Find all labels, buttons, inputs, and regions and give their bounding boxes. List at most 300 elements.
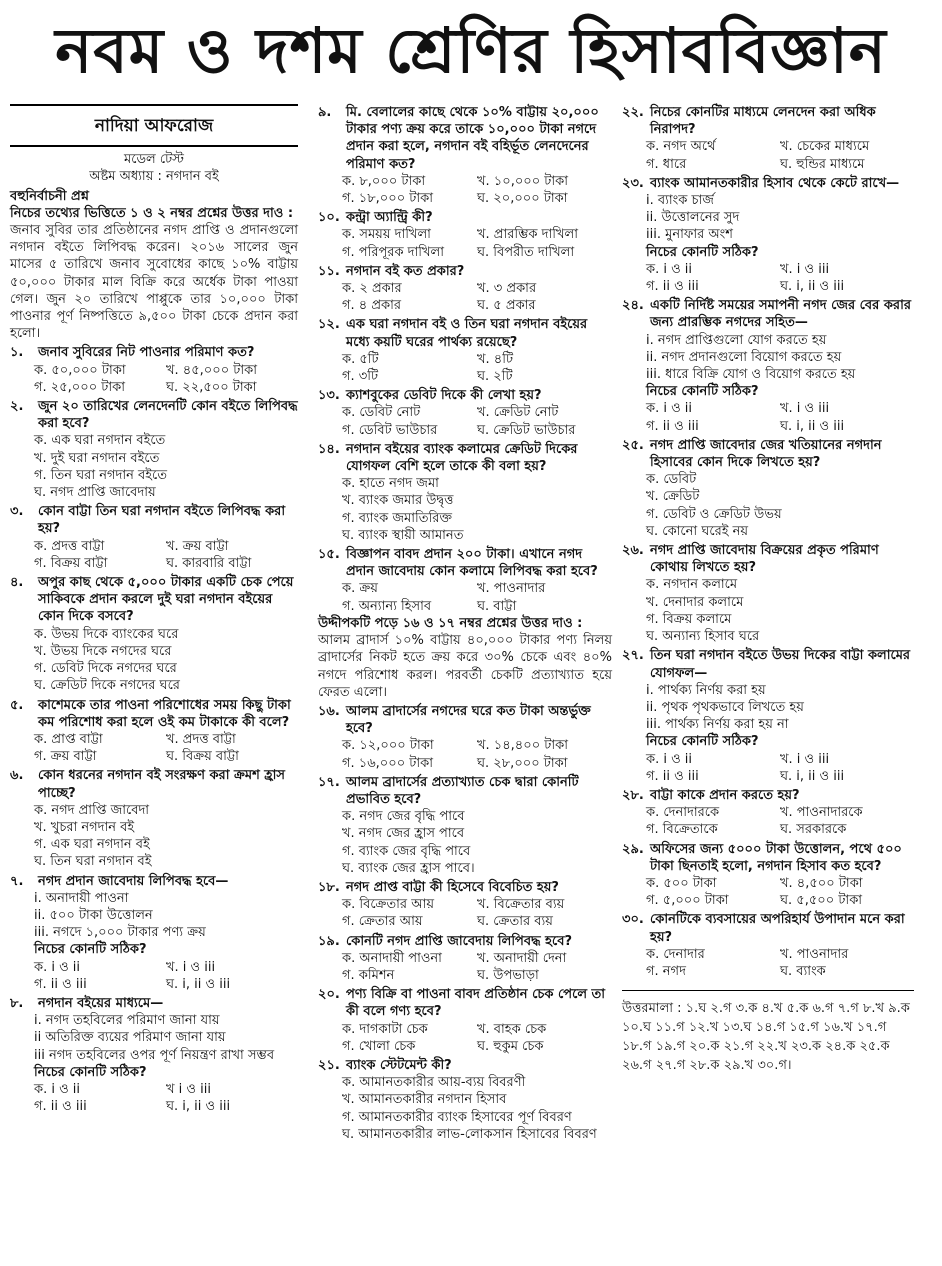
options [318, 173, 612, 207]
option: ক. নগদ জের বৃদ্ধি পাবে [342, 809, 465, 825]
option: গ. ৫,০০০ টাকা [646, 893, 729, 909]
option: খ. অনাদায়ী দেনা [477, 950, 567, 966]
statement-list [622, 332, 914, 384]
option: ক. এক ঘরা নগদান বইতে [34, 433, 166, 449]
question-number: ৯. [318, 105, 332, 120]
question-stem [318, 774, 612, 808]
option-row [646, 138, 914, 155]
question-stem [622, 841, 914, 875]
question-stem [318, 933, 612, 950]
page-title: নবম ও দশম শ্রেণির হিসাববিজ্ঞান [55, 14, 887, 87]
option: গ. ii ও iii [646, 418, 699, 434]
option: ঘ. i, ii ও iii [780, 768, 845, 784]
question-item [10, 873, 298, 993]
question-item [622, 175, 914, 295]
question-stem [318, 1057, 612, 1074]
options [10, 362, 298, 396]
option: ক. নগদান কলামে [646, 577, 738, 593]
statement-list [622, 682, 914, 734]
option: গ. বিক্রেতাকে [646, 822, 718, 838]
question-stem [318, 316, 612, 350]
option: ঘ. ক্রেডিট ভাউচার [477, 422, 576, 438]
options [622, 576, 914, 645]
option: গ. ব্যাংক জমাতিরিক্ত [342, 510, 452, 526]
options [10, 538, 298, 572]
question-prompt: নিচের কোনটি সঠিক? [646, 244, 759, 260]
option: খ. দুই ঘরা নগদান বইতে [34, 450, 160, 466]
option: গ. ১৬,০০০ টাকা [342, 755, 434, 771]
option: খ. ৪টি [477, 351, 514, 367]
options [10, 959, 298, 993]
statement: ii. ৫০০ টাকা উত্তোলন [34, 907, 153, 923]
option: গ. অন্যান্য হিসাব [342, 598, 432, 614]
option: খ. ব্যাংক জমার উদ্বৃত্ত [342, 493, 454, 509]
question-item [318, 986, 612, 1055]
options [622, 751, 914, 785]
column-3 [622, 102, 914, 1075]
options [622, 946, 914, 980]
option-row [342, 190, 612, 207]
option: ক. নগদ প্রাপ্তি জাবেদা [34, 802, 150, 818]
option: ঘ. বাট্টা [477, 598, 517, 614]
statement: ii. পৃথক পৃথকভাবে লিখতে হয় [646, 699, 804, 715]
option-row [342, 967, 612, 984]
option: গ. খোলা চেক [342, 1038, 416, 1054]
question-stem [10, 995, 298, 1012]
statement: iii. পার্থক্য নির্ণয় করা হয় না [646, 717, 789, 733]
statement: ii. উত্তোলনের সুদ [646, 210, 740, 226]
option-row [342, 351, 612, 368]
option: খ. প্রদত্ত বাট্টা [166, 731, 236, 747]
statement-list [10, 1012, 298, 1064]
option: ক. ১২,০০০ টাকা [342, 738, 434, 754]
test-title: মডেল টেস্ট [124, 152, 184, 168]
question-stem [10, 767, 298, 801]
section-heading: বহুনির্বাচনী প্রশ্ন [10, 188, 89, 204]
option: ক. হাতে নগদ জমা [342, 476, 439, 492]
question-stem [318, 546, 612, 580]
statement: i. নগদ তহবিলের পরিমাণ জানা যায় [34, 1013, 220, 1029]
question-number: ১৮. [318, 879, 340, 895]
option: ক. ২ প্রকার [342, 281, 402, 297]
question-stem [622, 647, 914, 681]
question-prompt: নিচের কোনটি সঠিক? [34, 1064, 147, 1080]
question-text: নগদ প্রাপ্তি জাবেদার জের খতিয়ানের নগদান হিসাবের কোন দিকে লিখতে হয়? [650, 437, 882, 471]
option-row [342, 1038, 612, 1055]
option-row [646, 261, 914, 278]
question-number: ৮. [10, 995, 24, 1011]
question-stem [622, 787, 914, 804]
option: ঘ. ব্যাংক স্থায়ী আমানত [342, 527, 464, 543]
question-number: ৩০. [622, 912, 644, 928]
option-row [646, 418, 914, 435]
options [10, 1081, 298, 1115]
options [10, 802, 298, 871]
option: গ. ব্যাংক জের বৃদ্ধি পাবে [342, 843, 471, 859]
option: ক. দেনাদার [646, 946, 705, 962]
options [318, 1021, 612, 1055]
stimulus-intro: উদ্দীপকটি পড়ে ১৬ ও ১৭ নম্বর প্রশ্নের উত্তর দাও : [318, 615, 583, 631]
question-item [318, 316, 612, 385]
option: ঘ. ২৮,০০০ টাকা [477, 755, 568, 771]
option: ঘ. সরকারকে [780, 822, 847, 838]
question-text: কোন বাট্টা তিন ঘরা নগদান বইতে লিপিবদ্ধ করা হয়? [38, 504, 286, 537]
option-row [342, 598, 612, 615]
option: গ. বিক্রয় বাট্টা [34, 555, 108, 571]
option: ঘ. ৫,৫০০ টাকা [780, 893, 863, 909]
option: গ. পরিপূরক দাখিলা [342, 244, 444, 260]
option: গ. আমানতকারীর ব্যাংক হিসাবের পূর্ণ বিবরণ [342, 1109, 572, 1125]
option: খ. বিক্রেতার ব্যয় [477, 897, 565, 913]
question-stem [622, 104, 914, 138]
question-number: ৬. [10, 768, 24, 784]
question-number: ৩. [10, 504, 24, 520]
option: ঘ. ব্যাংক জের হ্রাস পাবে। [342, 860, 475, 876]
option-row [34, 959, 298, 976]
question-item [622, 104, 914, 173]
statement: iii. ধারে বিক্রি যোগ ও বিয়োগ করতে হয় [646, 367, 856, 383]
question-group [318, 104, 612, 615]
column-1 [10, 102, 298, 1115]
option: ক. বিক্রেতার আয় [342, 897, 435, 913]
divider [10, 104, 298, 106]
option-row [646, 768, 914, 785]
question-item [10, 398, 298, 501]
statement: i. অনাদায়ী পাওনা [34, 890, 129, 906]
question-item [318, 879, 612, 931]
option: গ. ক্রেতার আয় [342, 914, 423, 930]
options [318, 404, 612, 438]
option: ঘ. বিক্রয় বাট্টা [166, 749, 239, 765]
option-row [342, 368, 612, 385]
question-group [10, 344, 298, 1115]
question-text: মি. বেলালের কাছে থেকে ১০% বাট্টায় ২০,০০০ টাকার পণ্য ক্রয় করে তাকে ১০,০০০ টাকা নগদে প্রদান করা হলে, নগদান বই বহির্ভূত লেনদেনের পরিমাণ কত? [346, 105, 599, 172]
question-item [318, 933, 612, 985]
question-number: ২৪. [622, 298, 644, 314]
question-prompt: নিচের কোনটি সঠিক? [34, 942, 147, 958]
option-row [34, 731, 298, 748]
question-text: ব্যাংক আমানতকারীর হিসাব থেকে কেটে রাখে— [650, 175, 900, 191]
question-number: ১৯. [318, 933, 340, 949]
question-stem [318, 986, 612, 1020]
option: ক. ডেবিট [646, 472, 697, 488]
options [318, 475, 612, 544]
question-text: নগদ প্রদান জাবেদায় লিপিবদ্ধ হবে— [38, 873, 229, 889]
options [318, 737, 612, 771]
question-stem [318, 703, 612, 737]
option: ক. অনাদায়ী পাওনা [342, 950, 442, 966]
question-stem [10, 398, 298, 432]
option: ক. ক্রয় [342, 581, 378, 597]
question-item [318, 209, 612, 261]
option: ঘ. নগদ প্রাপ্তি জাবেদায় [34, 485, 156, 501]
question-text: একটি নির্দিষ্ট সময়ের সমাপনী নগদ জের বের করার জন্য প্রারম্ভিক নগদের সহিত— [650, 298, 911, 331]
option-row [646, 751, 914, 768]
option: গ. ডেবিট ভাউচার [342, 422, 438, 438]
option-row [342, 896, 612, 913]
option: খ. আমানতকারীর নগদান হিসাব [342, 1092, 507, 1108]
question-prompt: নিচের কোনটি সঠিক? [646, 734, 759, 750]
options [622, 400, 914, 434]
option: ক. i ও ii [34, 959, 81, 975]
option: খ. ১৪,৪০০ টাকা [477, 738, 568, 754]
question-item [318, 441, 612, 544]
question-number: ১৫. [318, 547, 340, 563]
question-number: ২০. [318, 987, 340, 1003]
stimulus-text: আলম ব্রাদার্স ১০% বাট্টায় ৪০,০০০ টাকার পণ্য নিলয় ব্রাদার্সের নিকট হতে ক্রয় করে ৩০% চেকে এবং ৪০% নগদে পরিশোধ করল। পরবর্তী চেকটি প্রত্যাখ্যাত হয়ে ফেরত এলো। [318, 633, 612, 700]
stimulus-text: জনাব সুবির তার প্রতিষ্ঠানের নগদ প্রাপ্তি ও প্রদানগুলো নগদান বইতে লিপিবদ্ধ করেন। ২০১৬ সালের জুন মাসের ৫ তারিখে জনাব সুবোধের কাছে ১০% বাট্টায় ৫০,০০০ টাকার মাল বিক্রি করে অর্ধেক টাকা পাওয়া গেল। জুন ২০ তারিখে পাপ্পুকে তার ১০,০০০ টাকা পাওনার পূর্ণ নিষ্পত্তিতে ৯,৫০০ টাকা চেকে প্রদান করা হলো। [10, 223, 298, 342]
option: খ. নগদ জের হ্রাস পাবে [342, 826, 465, 842]
question-number: ২৫. [622, 437, 644, 453]
question-item [10, 767, 298, 870]
question-item [622, 911, 914, 980]
question-text: কন্ট্রা অ্যান্ট্রি কী? [346, 210, 433, 226]
option: খ i ও iii [166, 1081, 211, 1097]
options [318, 580, 612, 614]
option: ঘ. হুন্ডির মাধ্যমে [780, 156, 865, 172]
question-item [10, 574, 298, 694]
option: খ. পাওনাদার [780, 946, 849, 962]
question-item [622, 841, 914, 910]
options [318, 1074, 612, 1143]
question-stem [318, 441, 612, 475]
question-stem [622, 911, 914, 945]
question-stem [10, 873, 298, 890]
option: ঘ. ক্রেতার ব্যয় [477, 914, 553, 930]
option: খ. ৪,৫০০ টাকা [780, 875, 863, 891]
question-text: আলম ব্রাদার্সের নগদের ঘরে কত টাকা অন্তর্ভুক্ত হবে? [346, 703, 591, 737]
statement: iii. মুনাফার অংশ [646, 227, 733, 243]
question-stem [318, 209, 612, 226]
option: ক. নগদ অর্থে [646, 139, 716, 155]
option-row [34, 379, 298, 396]
option: খ. ৪৫,০০০ টাকা [166, 362, 258, 378]
question-item [622, 437, 914, 540]
question-number: ২৮. [622, 787, 644, 803]
question-number: ১৩. [318, 388, 340, 404]
option: গ. ii ও iii [34, 1099, 87, 1115]
option-row [34, 362, 298, 379]
question-item [622, 787, 914, 839]
option: খ. ক্রয় বাট্টা [166, 538, 229, 554]
question-number: ২৭. [622, 648, 644, 664]
options [318, 351, 612, 385]
question-text: জুন ২০ তারিখের লেনদেনটি কোন বইতে লিপিবদ্ধ করা হবে? [38, 399, 298, 432]
option: ঘ. অন্যান্য হিসাব ঘরে [646, 629, 760, 645]
question-text: কাশেমকে তার পাওনা পরিশোধের সময় কিছু টাকা কম পরিশোধ করা হলে ওই কম টাকাকে কী বলে? [38, 697, 291, 730]
question-text: পণ্য বিক্রি বা পাওনা বাবদ প্রতিষ্ঠান চেক পেলে তা কী বলে গণ্য হবে? [346, 987, 606, 1020]
question-item [622, 297, 914, 435]
question-group [318, 703, 612, 1143]
option: গ. ডেবিট দিকে নগদের ঘরে [34, 661, 177, 677]
option: ক. ৮,০০০ টাকা [342, 173, 426, 189]
option: ঘ. কোনো ঘরেই নয় [646, 523, 749, 539]
question-stem [10, 503, 298, 537]
question-text: ব্যাংক স্টেটমেন্ট কী? [346, 1057, 452, 1073]
question-text: নগদান বইয়ের ব্যাংক কলামের ক্রেডিট দিকের যোগফল বেশি হলে তাকে কী বলা হয়? [346, 441, 578, 475]
option: ক. ৫টি [342, 351, 379, 367]
option-row [342, 226, 612, 243]
options [318, 950, 612, 984]
option-row [646, 946, 914, 963]
option-row [646, 804, 914, 821]
option: ক. ৫০,০০০ টাকা [34, 362, 126, 378]
option-row [34, 1098, 298, 1115]
question-text: আলম ব্রাদার্সের প্রত্যাখ্যাত চেক দ্বারা কোনটি প্রভাবিত হবে? [346, 774, 579, 807]
options [622, 804, 914, 838]
option-row [646, 821, 914, 838]
option: ঘ. i, ii ও iii [166, 976, 231, 992]
question-number: ৭. [10, 873, 24, 889]
option-row [34, 976, 298, 993]
question-stem [622, 437, 914, 471]
option: খ. ১০,০০০ টাকা [477, 173, 569, 189]
statement: i. পার্থক্য নির্ণয় করা হয় [646, 682, 766, 698]
option-row [646, 875, 914, 892]
question-item [318, 1057, 612, 1143]
option: ঘ. ২টি [477, 369, 513, 385]
option: ঘ. হুকুম চেক [477, 1038, 544, 1054]
options [622, 471, 914, 540]
option: ক. i ও ii [34, 1081, 81, 1097]
statement: iii. নগদে ১,০০০ টাকার পণ্য ক্রয় [34, 925, 206, 941]
question-text: ক্যাশবুকের ডেবিট দিকে কী লেখা হয়? [346, 388, 542, 404]
option: গ. ii ও iii [34, 976, 87, 992]
option: ঘ. ক্রেডিট দিকে নগদের ঘরে [34, 678, 180, 694]
question-text: কোনটি নগদ প্রাপ্তি জাবেদায় লিপিবদ্ধ হবে? [346, 933, 572, 949]
question-item [622, 647, 914, 785]
question-stem [318, 879, 612, 896]
option: গ. ১৮,০০০ টাকা [342, 191, 433, 207]
option-row [342, 422, 612, 439]
question-item [318, 546, 612, 615]
question-text: নগদ প্রাপ্তি জাবেদায় বিক্রয়ের প্রকৃত পরিমাণ কোথায় লিখতে হয়? [650, 543, 879, 576]
option: ঘ. ২২,৫০০ টাকা [166, 379, 257, 395]
option: খ. পাওনাদারকে [780, 805, 863, 821]
option-row [646, 278, 914, 295]
option: ক. দেনাদারকে [646, 805, 720, 821]
question-group [622, 104, 914, 980]
options [318, 808, 612, 877]
option-row [342, 913, 612, 930]
question-text: কোন ধরনের নগদান বই সংরক্ষণ করা ক্রমশ হ্রাস পাচ্ছে? [38, 768, 286, 801]
option-row [34, 555, 298, 572]
stimulus-intro: নিচের তথ্যের ভিত্তিতে ১ ও ২ নম্বর প্রশ্নের উত্তর দাও : [10, 205, 294, 221]
question-text: নগদান বই কত প্রকার? [346, 263, 465, 279]
question-item [318, 774, 612, 877]
option: খ. উভয় দিকে নগদের ঘরে [34, 643, 172, 659]
option: গ. নগদ [646, 963, 686, 979]
option-row [342, 173, 612, 190]
option-row [342, 950, 612, 967]
option: খ. চেকের মাধ্যমে [780, 139, 870, 155]
option: ঘ. i, ii ও iii [780, 279, 845, 295]
option: খ. ৩ প্রকার [477, 281, 537, 297]
question-text: বিজ্ঞাপন বাবদ প্রদান ২০০ টাকা। এখানে নগদ প্রদান জাবেদায় কোন কলামে লিপিবদ্ধ করা হবে? [346, 547, 598, 580]
option-row [34, 538, 298, 555]
option-row [34, 1081, 298, 1098]
column-2 [318, 102, 612, 1143]
question-number: ৪. [10, 575, 24, 591]
answer-key: উত্তরমালা : ১.ঘ ২.গ ৩.ক ৪.খ ৫.ক ৬.গ ৭.গ ৮.খ ৯.ক ১০.ঘ ১১.গ ১২.খ ১৩.ঘ ১৪.গ ১৫.গ ১৬.খ ১৭.গ ১৮.গ ১৯.গ ২০.ক ২১.গ ২২.খ ২৩.ক ২৪.ক ২৫.ক ২৬.গ ২৭.গ ২৮.ক ২৯.খ ৩০.গ। [622, 990, 914, 1075]
question-stem [10, 574, 298, 626]
question-text: নগদ প্রাপ্ত বাট্টা কী হিসেবে বিবেচিত হয়? [346, 879, 559, 895]
option: ঘ. ২০,০০০ টাকা [477, 191, 568, 207]
statement: ii. নগদ প্রদানগুলো বিয়োগ করতে হয় [646, 349, 842, 365]
question-number: ২৯. [622, 841, 644, 857]
option: ঘ. তিন ঘরা নগদান বই [34, 854, 152, 870]
question-stem [318, 104, 612, 173]
statement-list [622, 192, 914, 244]
option: ক. i ও ii [646, 751, 693, 767]
option: খ. বাহক চেক [477, 1021, 547, 1037]
option: ক. উভয় দিকে ব্যাংকের ঘরে [34, 626, 179, 642]
question-number: ১৪. [318, 441, 340, 457]
option: গ. ২৫,০০০ টাকা [34, 379, 126, 395]
divider [10, 145, 298, 147]
question-text: অফিসের জন্য ৫০০০ টাকা উত্তোলন, পথে ৫০০ টাকা ছিনতাই হলো, নগদান হিসাব কত হবে? [650, 841, 902, 874]
option: ঘ. i, ii ও iii [780, 418, 845, 434]
question-text: কোনটিকে ব্যবসায়ের অপরিহার্য উপাদান মনে করা হয়? [650, 912, 905, 945]
option: ঘ. i, ii ও iii [166, 1099, 231, 1115]
question-stem [318, 387, 612, 404]
question-number: ২. [10, 399, 24, 415]
option: খ. i ও iii [166, 959, 216, 975]
option: গ. ধারে [646, 156, 687, 172]
option: খ. প্রারম্ভিক দাখিলা [477, 227, 578, 243]
option: খ. পাওনাদার [477, 581, 546, 597]
question-item [10, 344, 298, 396]
question-prompt: নিচের কোনটি সঠিক? [646, 384, 759, 400]
question-text: এক ঘরা নগদান বই ও তিন ঘরা নগদান বইয়ের মধ্যে কয়টি ঘরের পার্থক্য রয়েছে? [346, 317, 588, 350]
question-text: জনাব সুবিরের নিট পাওনার পরিমাণ কত? [38, 345, 255, 361]
statement: i. ব্যাংক চার্জ [646, 193, 714, 209]
question-text: নগদান বইয়ের মাধ্যমে— [38, 995, 164, 1011]
option: ক. ৫০০ টাকা [646, 875, 717, 891]
question-text: বাট্টা কাকে প্রদান করতে হয়? [650, 787, 800, 803]
question-number: ৫. [10, 697, 24, 713]
question-text: নিচের কোনটির মাধ্যমে লেনদেন করা অধিক নিরাপদ? [650, 105, 876, 138]
question-item [318, 387, 612, 439]
options [318, 896, 612, 930]
question-item [318, 703, 612, 772]
chapter-title: অষ্টম অধ্যায় : নগদান বই [89, 169, 219, 185]
question-number: ১. [10, 345, 24, 361]
option: গ. ক্রয় বাট্টা [34, 749, 97, 765]
option-row [646, 963, 914, 980]
question-number: ১২. [318, 317, 340, 333]
statement-list [10, 890, 298, 942]
option: খ. ক্রেডিট নোট [477, 405, 559, 421]
option: ঘ. আমানতকারীর লাভ-লোকসান হিসাবের বিবরণ [342, 1126, 597, 1142]
option: গ. ৩টি [342, 369, 379, 385]
option-row [342, 580, 612, 597]
option: ক. সময়য় দাখিলা [342, 227, 431, 243]
question-stem [622, 175, 914, 192]
question-number: ২৩. [622, 175, 644, 191]
option: খ. i ও iii [780, 751, 830, 767]
option: ক. ডেবিট নোট [342, 405, 421, 421]
option: গ. এক ঘরা নগদান বই [34, 837, 150, 853]
option: গ. ii ও iii [646, 279, 699, 295]
question-stem [10, 697, 298, 731]
option-row [342, 297, 612, 314]
option: ক. প্রদত্ত বাট্টা [34, 538, 105, 554]
option: ক. দাগকাটা চেক [342, 1021, 428, 1037]
option-row [342, 404, 612, 421]
option: ক. i ও ii [646, 261, 693, 277]
option: ঘ. কারবারি বাট্টা [166, 555, 252, 571]
